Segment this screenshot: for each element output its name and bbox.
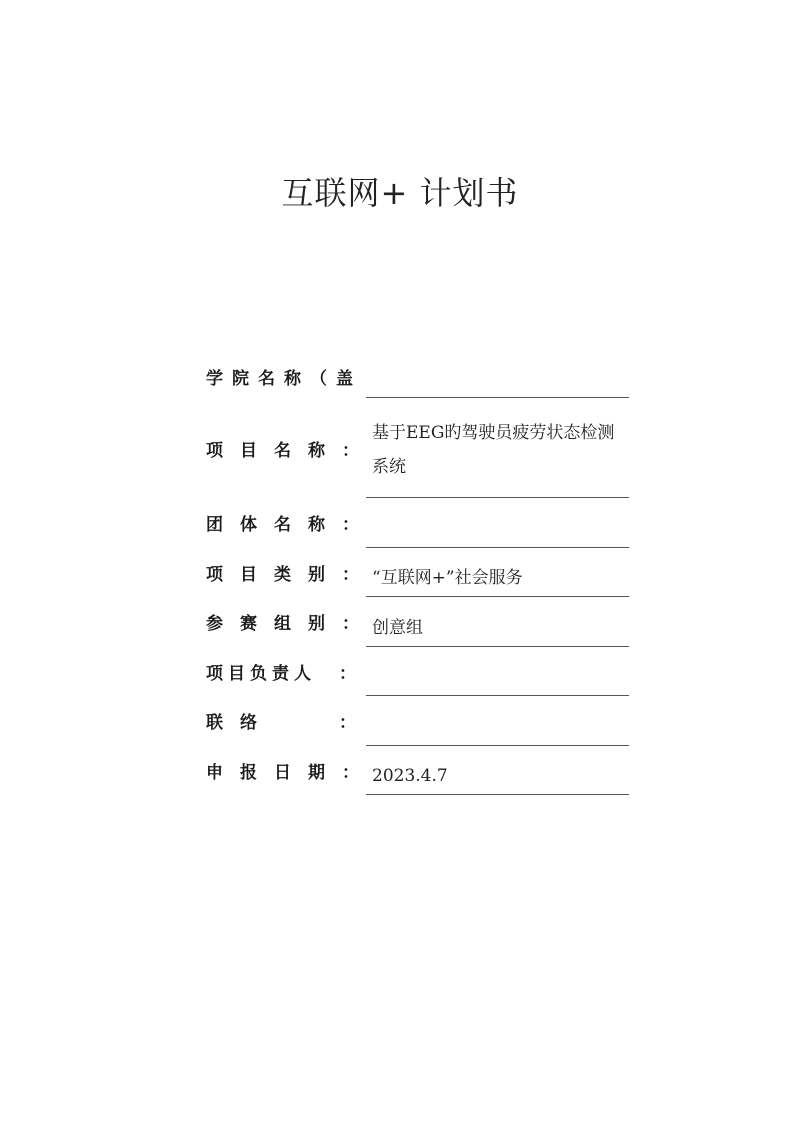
label-text: 学院名称（盖 xyxy=(206,369,362,389)
form-row-team-name xyxy=(206,498,636,548)
field-contact[interactable] xyxy=(366,696,629,746)
label-text: 项目负责人 xyxy=(206,663,316,684)
label-text: 团体名称 xyxy=(206,515,342,536)
label-colon: ： xyxy=(342,614,359,635)
label-text: 联络 xyxy=(206,713,274,734)
field-project-leader[interactable] xyxy=(366,647,629,697)
form-row-project-name xyxy=(206,398,636,498)
label-text: 项目名称 xyxy=(206,440,342,461)
form-row-competition-group xyxy=(206,597,636,647)
form-row-project-category xyxy=(206,548,636,598)
label-competition-group xyxy=(206,597,366,647)
field-team-name[interactable] xyxy=(366,498,629,548)
label-team-name xyxy=(206,498,366,548)
label-text: 项目类别 xyxy=(206,564,342,585)
form-row-project-leader xyxy=(206,647,636,697)
application-form xyxy=(206,355,636,795)
label-college-name xyxy=(206,355,366,398)
field-college-name[interactable] xyxy=(366,355,629,398)
label-project-name xyxy=(206,398,366,498)
page-title: 互联网+ 计划书 xyxy=(281,174,519,212)
field-project-name[interactable]: 基于EEG旳驾驶员疲劳状态检测系统 xyxy=(366,398,629,498)
label-text: 申报日期 xyxy=(206,762,342,783)
label-colon: ： xyxy=(342,515,359,536)
field-submission-date[interactable]: 2023.4.7 xyxy=(366,746,629,796)
label-colon: ： xyxy=(342,564,359,585)
label-colon: ： xyxy=(339,663,356,684)
form-row-submission-date xyxy=(206,746,636,796)
field-competition-group[interactable]: 创意组 xyxy=(366,597,629,647)
label-colon: ： xyxy=(339,713,356,734)
label-project-category xyxy=(206,548,366,598)
label-colon: ： xyxy=(342,762,359,783)
form-row-college xyxy=(206,355,636,398)
field-project-category[interactable]: “互联网+”社会服务 xyxy=(366,548,629,598)
label-project-leader xyxy=(206,647,366,697)
label-colon: ： xyxy=(342,440,359,461)
label-contact xyxy=(206,696,366,746)
form-row-contact xyxy=(206,696,636,746)
label-submission-date xyxy=(206,746,366,796)
label-text: 参赛组别 xyxy=(206,614,342,635)
